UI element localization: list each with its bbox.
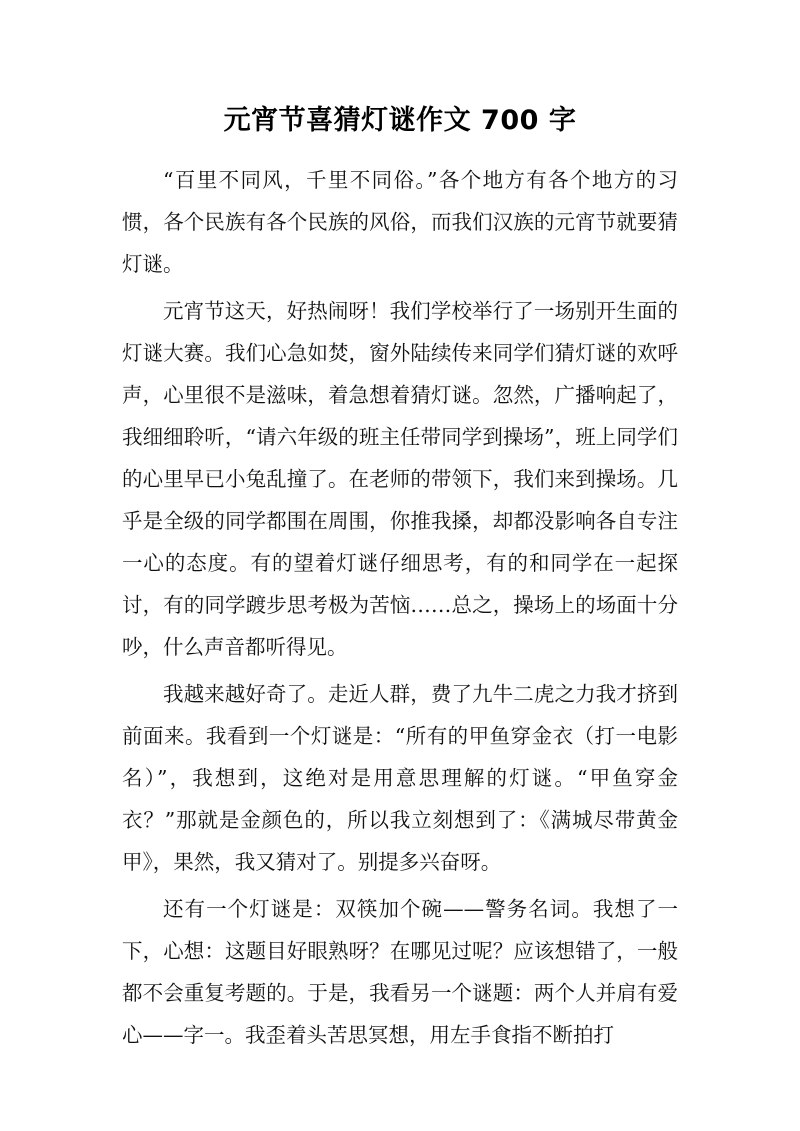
paragraph-2: 元宵节这天，好热闹呀！我们学校举行了一场别开生面的灯谜大赛。我们心急如焚，窗外陆续传来同学们猜灯谜的欢呼声，心里很不是滋味，着急想着猜灯谜。忽然，广播响起了，我细细聆听，“请六年级的班主任带同学到操场”，班上同学们的心里早已小兔乱撞了。在老师的带领下，我们来到操场。几乎是全级的同学都围在周围，你推我搡，却都没影响各自专注一心的态度。有的望着灯谜仔细思考，有的和同学在一起探讨，有的同学踱步思考极为苦恼……总之，操场上的场面十分吵，什么声音都听得见。 <box>122 299 678 659</box>
paragraph-1: “百里不同风，千里不同俗。”各个地方有各个地方的习惯，各个民族有各个民族的风俗，而我们汉族的元宵节就要猜灯谜。 <box>122 168 678 276</box>
document-title: 元宵节喜猜灯谜作文 700 字 <box>223 105 577 136</box>
document-body <box>122 159 678 1056</box>
paragraph-4: 还有一个灯谜是：双筷加个碗——警务名词。我想了一下，心想：这题目好眼熟呀？在哪见过呢？应该想错了，一般都不会重复考题的。于是，我看另一个谜题：两个人并肩有爱心——字一。我歪着头苦思冥想，用左手食指不断拍打 <box>122 897 678 1047</box>
paragraph-3: 我越来越好奇了。走近人群，费了九牛二虎之力我才挤到前面来。我看到一个灯谜是：“所有的甲鱼穿金衣（打一电影名）”，我想到，这绝对是用意思理解的灯谜。“甲鱼穿金衣？”那就是金颜色的，所以我立刻想到了：《满城尽带黄金甲》，果然，我又猜对了。别提多兴奋呀。 <box>122 682 678 874</box>
